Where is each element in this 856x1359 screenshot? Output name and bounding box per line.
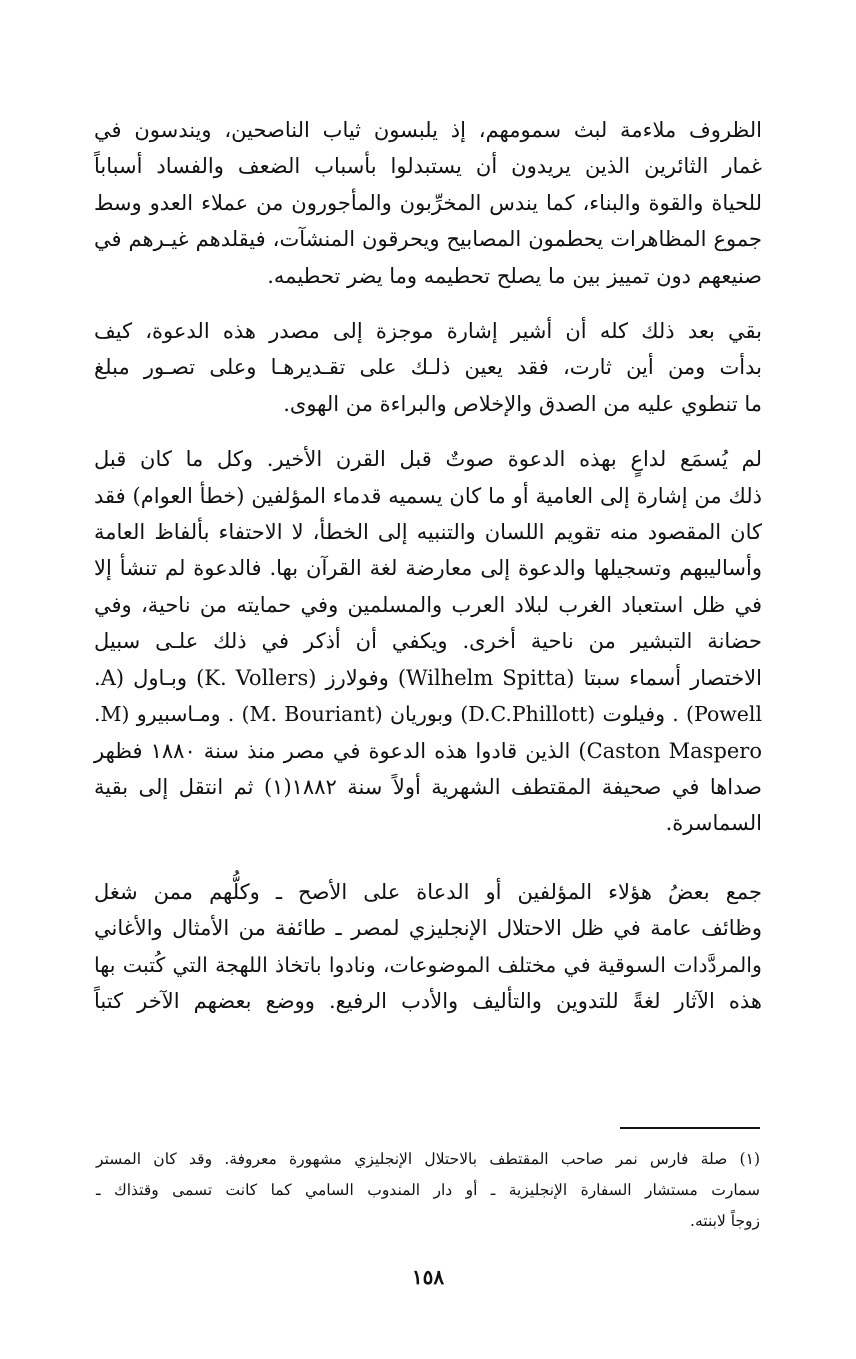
paragraph-1 [94, 112, 762, 294]
paragraph-3 [94, 441, 762, 841]
text-line: وظائف عامة في ظل الاحتلال الإنجليزي لمصر ـ طائفة من الأمثال والأغاني [94, 916, 762, 941]
text-line: وأساليبهم وتسجيلها والدعوة إلى معارضة لغة القرآن بها. فالدعوة لم تنشأ إلا [94, 556, 762, 581]
text-line: بدأت ومن أين ثارت، فقد يعين ذلـك على تقـديرهـا وعلى تصـور مبلغ [94, 355, 762, 380]
text-line: غمار الثائرين الذين يريدون أن يستبدلوا بأسباب الضعف والفساد أسباباً [94, 154, 762, 179]
text-line: جموع المظاهرات يحطمون المصابيح ويحرقون المنشآت، فيقلدهم غيـرهم في [94, 227, 762, 252]
text-line: الاختصار أسماء سبتا (Wilhelm Spitta) وفولارز (K. Vollers) وبـاول (A. [94, 665, 762, 690]
page-number: ١٥٨ [411, 1265, 445, 1289]
paragraph-4 [94, 874, 762, 1020]
text-line: Powell) . وفيلوت (D.C.Phillott) وبوريان (M. Bouriant) . ومـاسبيرو (M. [94, 702, 762, 727]
text-line: بقي بعد ذلك كله أن أشير إشارة موجزة إلى مصدر هذه الدعوة، كيف [94, 319, 762, 344]
footnote [96, 1144, 760, 1237]
text-line: صنيعهم دون تمييز بين ما يصلح تحطيمه وما يضر تحطيمه. [267, 263, 762, 288]
footnote-line: (١) صلة فارس نمر صاحب المقتطف بالاحتلال الإنجليزي مشهورة معروفة. وقد كان المستر [96, 1150, 760, 1168]
text-line: هذه الآثار لغةً للتدوين والتأليف والأدب الرفيع. ووضع بعضهم الآخر كتباً [94, 988, 762, 1013]
text-line: حضانة التبشير من ناحية أخرى. ويكفي أن أذكر في ذلك علـى سبيل [94, 629, 762, 654]
text-line: صداها في صحيفة المقتطف الشهرية أولاً سنة ١٨٨٢(١) ثم انتقل إلى بقية [94, 774, 762, 799]
text-line: في ظل استعباد الغرب لبلاد العرب والمسلمين وفي حمايته من ناحية، وفي [94, 592, 762, 617]
text-line: كان المقصود منه تقويم اللسان والتنبيه إلى الخطأ، لا الاحتفاء بألفاظ العامة [94, 520, 762, 545]
body-text [94, 112, 762, 1038]
text-line: ذلك من إشارة إلى العامية أو ما كان يسميه قدماء المؤلفين (خطأ العوام) فقد [94, 483, 762, 508]
text-line: السماسرة. [665, 811, 762, 836]
text-line: لم يُسمَع لداعٍ بهذه الدعوة صوتٌ قبل القرن الأخير. وكل ما كان قبل [94, 447, 762, 472]
text-line: جمع بعضُ هؤلاء المؤلفين أو الدعاة على الأصح ـ وكلُّهم ممن شغل [94, 879, 762, 904]
footnote-line: سمارت مستشار السفارة الإنجليزية ـ أو دار المندوب السامي كما كانت تسمى وقتذاك ـ [96, 1181, 760, 1199]
text-line: للحياة والقوة والبناء، كما يندس المخرِّبون والمأجورون من عملاء العدو وسط [94, 190, 762, 215]
footnote-separator [620, 1127, 760, 1129]
text-line: والمردَّدات السوقية في مختلف الموضوعات، ونادوا باتخاذ اللهجة التي كُتبت بها [94, 952, 762, 977]
text-line: Caston Maspero) الذين قادوا هذه الدعوة في مصر منذ سنة ١٨٨٠ فظهر [94, 738, 762, 763]
footnote-line: زوجاً لابنته. [690, 1212, 760, 1230]
text-line: ما تنطوي عليه من الصدق والإخلاص والبراءة من الهوى. [283, 391, 762, 416]
text-line: الظروف ملاءمة لبث سمومهم، إذ يلبسون ثياب الناصحين، ويندسون في [94, 118, 762, 142]
paragraph-2 [94, 313, 762, 422]
